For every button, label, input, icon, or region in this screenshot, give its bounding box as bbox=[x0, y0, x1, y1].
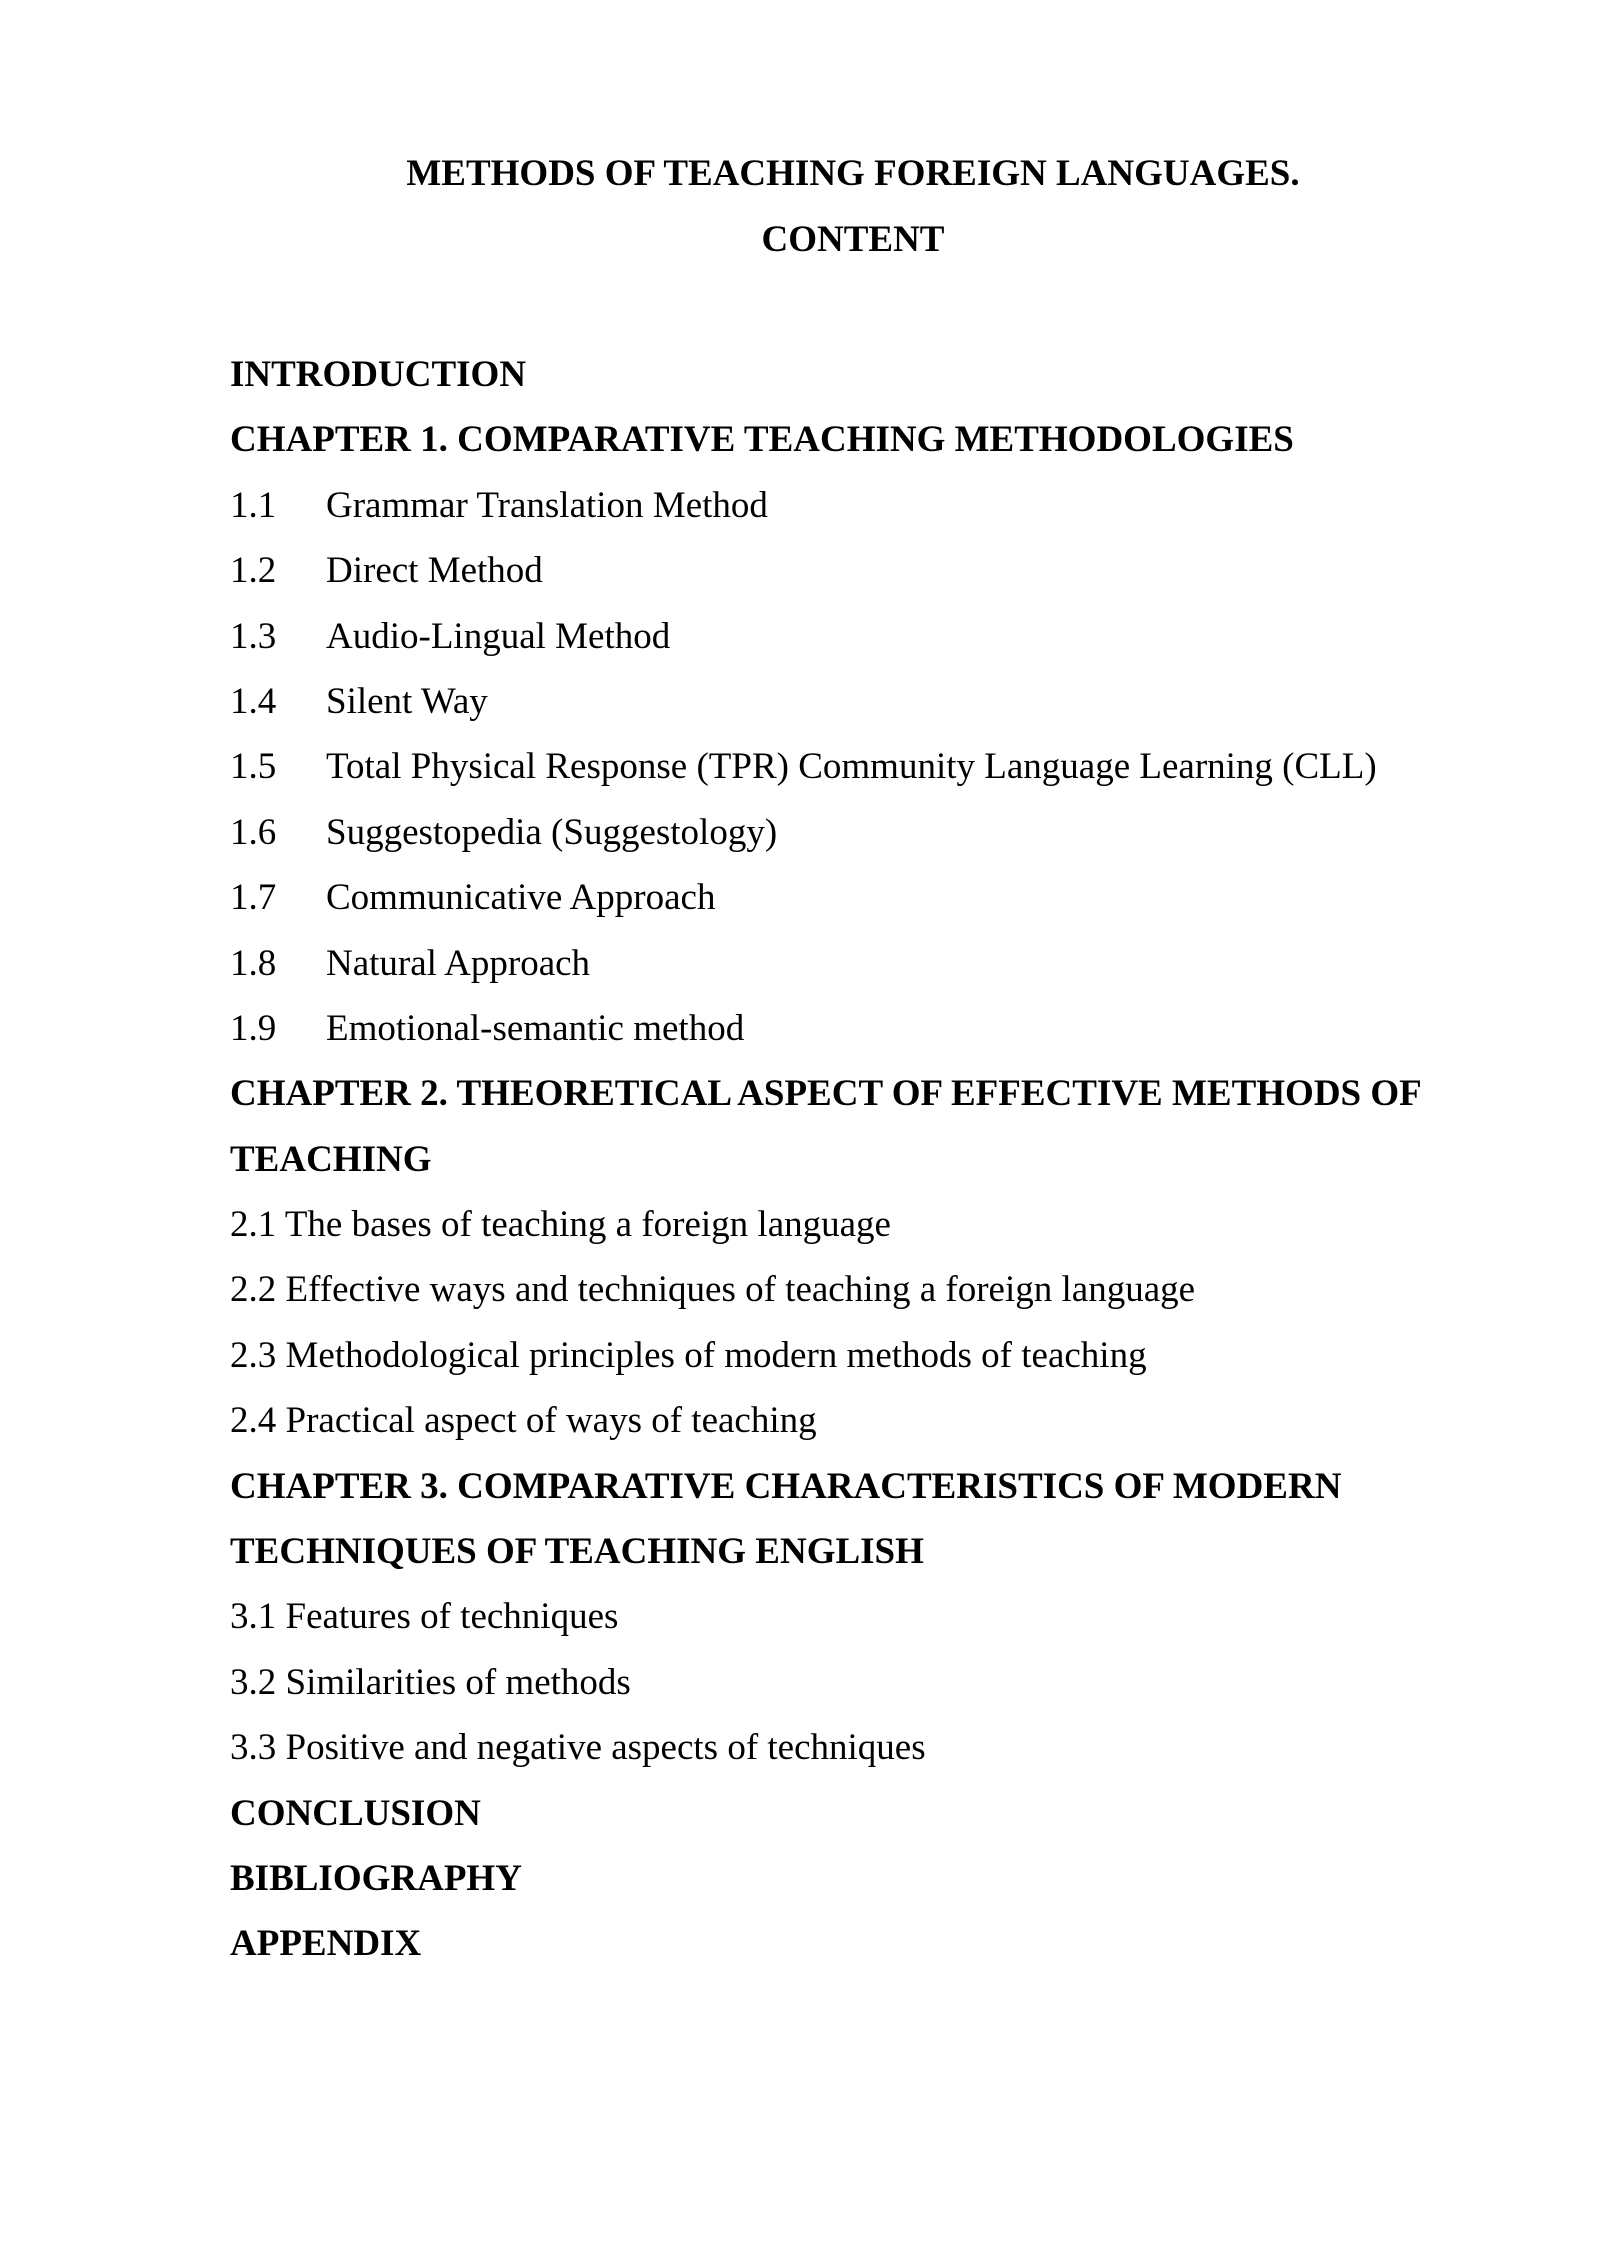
toc-item-label: Total Physical Response (TPR) Community Language Learning (CLL) bbox=[326, 746, 1377, 788]
toc-item-number: 1.8 bbox=[230, 942, 277, 984]
toc-item-label: Suggestopedia (Suggestology) bbox=[326, 811, 778, 853]
toc-chapter-2-heading-line-1: CHAPTER 2. THEORETICAL ASPECT OF EFFECTIVE METHODS OF bbox=[230, 1073, 1422, 1115]
toc-item-number: 1.9 bbox=[230, 1007, 277, 1049]
toc-item bbox=[230, 734, 1510, 799]
toc-item-number: 1.2 bbox=[230, 550, 277, 592]
toc-item bbox=[230, 996, 1510, 1061]
toc-item: 2.4 Practical aspect of ways of teaching bbox=[230, 1400, 817, 1442]
toc-item: 2.2 Effective ways and techniques of teaching a foreign language bbox=[230, 1269, 1196, 1311]
toc-introduction: INTRODUCTION bbox=[230, 354, 527, 395]
toc-item bbox=[230, 865, 1510, 930]
toc-item bbox=[230, 800, 1510, 865]
toc-item bbox=[230, 604, 1510, 669]
toc-appendix: APPENDIX bbox=[230, 1923, 422, 1965]
toc-item-label: Emotional-semantic method bbox=[326, 1007, 745, 1049]
toc-chapter-1-heading: CHAPTER 1. COMPARATIVE TEACHING METHODOLOGIES bbox=[230, 419, 1294, 461]
document-subtitle: CONTENT bbox=[761, 219, 945, 260]
toc-item bbox=[230, 473, 1510, 538]
toc-item-label: Grammar Translation Method bbox=[326, 484, 768, 526]
toc-item: 3.2 Similarities of methods bbox=[230, 1661, 631, 1703]
toc-item-label: Audio-Lingual Method bbox=[326, 615, 671, 657]
toc-item-number: 1.6 bbox=[230, 811, 277, 853]
toc-item-label: Silent Way bbox=[326, 680, 488, 722]
toc-item-label: Communicative Approach bbox=[326, 877, 716, 919]
toc-chapter-3-heading-line-1: CHAPTER 3. COMPARATIVE CHARACTERISTICS OF MODERN bbox=[230, 1465, 1342, 1507]
toc-item-label: Direct Method bbox=[326, 550, 543, 592]
toc-bibliography: BIBLIOGRAPHY bbox=[230, 1857, 522, 1899]
toc-item bbox=[230, 669, 1510, 734]
toc-item bbox=[230, 538, 1510, 603]
toc-item-label: Natural Approach bbox=[326, 942, 591, 984]
toc-chapter-2-heading-line-2: TEACHING bbox=[230, 1138, 432, 1180]
toc-item-number: 1.3 bbox=[230, 615, 277, 657]
toc-item-number: 1.7 bbox=[230, 877, 277, 919]
table-of-contents bbox=[230, 342, 1510, 1977]
toc-item-number: 1.4 bbox=[230, 680, 277, 722]
toc-conclusion: CONCLUSION bbox=[230, 1792, 481, 1834]
toc-item: 3.3 Positive and negative aspects of techniques bbox=[230, 1727, 926, 1769]
toc-item: 2.1 The bases of teaching a foreign language bbox=[230, 1204, 891, 1246]
document-title: METHODS OF TEACHING FOREIGN LANGUAGES. bbox=[406, 153, 1300, 194]
toc-item-number: 1.5 bbox=[230, 746, 277, 788]
toc-item: 2.3 Methodological principles of modern methods of teaching bbox=[230, 1334, 1147, 1376]
toc-item bbox=[230, 931, 1510, 996]
toc-item-number: 1.1 bbox=[230, 484, 277, 526]
toc-item: 3.1 Features of techniques bbox=[230, 1596, 619, 1638]
toc-chapter-3-heading-line-2: TECHNIQUES OF TEACHING ENGLISH bbox=[230, 1531, 924, 1573]
